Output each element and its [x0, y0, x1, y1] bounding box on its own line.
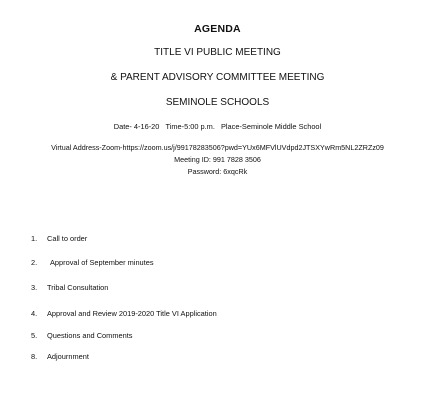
- meeting-date: Date- 4-16-20: [113, 122, 160, 131]
- item-number: 2.: [31, 258, 38, 267]
- virtual-address[interactable]: Virtual Address-Zoom-https://zoom.us/j/99178283506?pwd=YUx6MFVlUVdpd2JTSXYwRm5NL2ZRZz09: [51, 143, 384, 152]
- list-item: [31, 234, 87, 243]
- item-text: Call to order: [47, 234, 88, 243]
- item-text: Approval and Review 2019-2020 Title VI Application: [47, 309, 217, 318]
- item-number: 4.: [31, 309, 38, 318]
- list-item: [31, 352, 89, 361]
- list-item: [31, 309, 217, 318]
- item-text: Adjournment: [47, 352, 89, 361]
- item-number: 5.: [31, 331, 38, 340]
- item-text: Approval of September minutes: [50, 258, 154, 267]
- meeting-heading: TITLE VI PUBLIC MEETING: [154, 47, 281, 58]
- committee-heading: & PARENT ADVISORY COMMITTEE MEETING: [110, 72, 325, 83]
- item-text: Questions and Comments: [47, 331, 133, 340]
- meeting-place: Place-Seminole Middle School: [220, 122, 322, 131]
- item-number: 8.: [31, 352, 38, 361]
- meeting-id: Meeting ID: 991 7828 3506: [174, 155, 261, 164]
- item-number: 3.: [31, 283, 38, 292]
- meeting-password: Password: 6xqcRk: [187, 167, 248, 176]
- meeting-time: Time-5:00 p.m.: [165, 122, 215, 131]
- list-item: [31, 331, 132, 340]
- document-title: AGENDA: [194, 23, 241, 35]
- list-item: [31, 258, 154, 267]
- organization-heading: SEMINOLE SCHOOLS: [165, 97, 270, 108]
- list-item: [31, 283, 108, 292]
- item-text: Tribal Consultation: [47, 283, 109, 292]
- item-number: 1.: [31, 234, 38, 243]
- meeting-details: [0, 122, 435, 131]
